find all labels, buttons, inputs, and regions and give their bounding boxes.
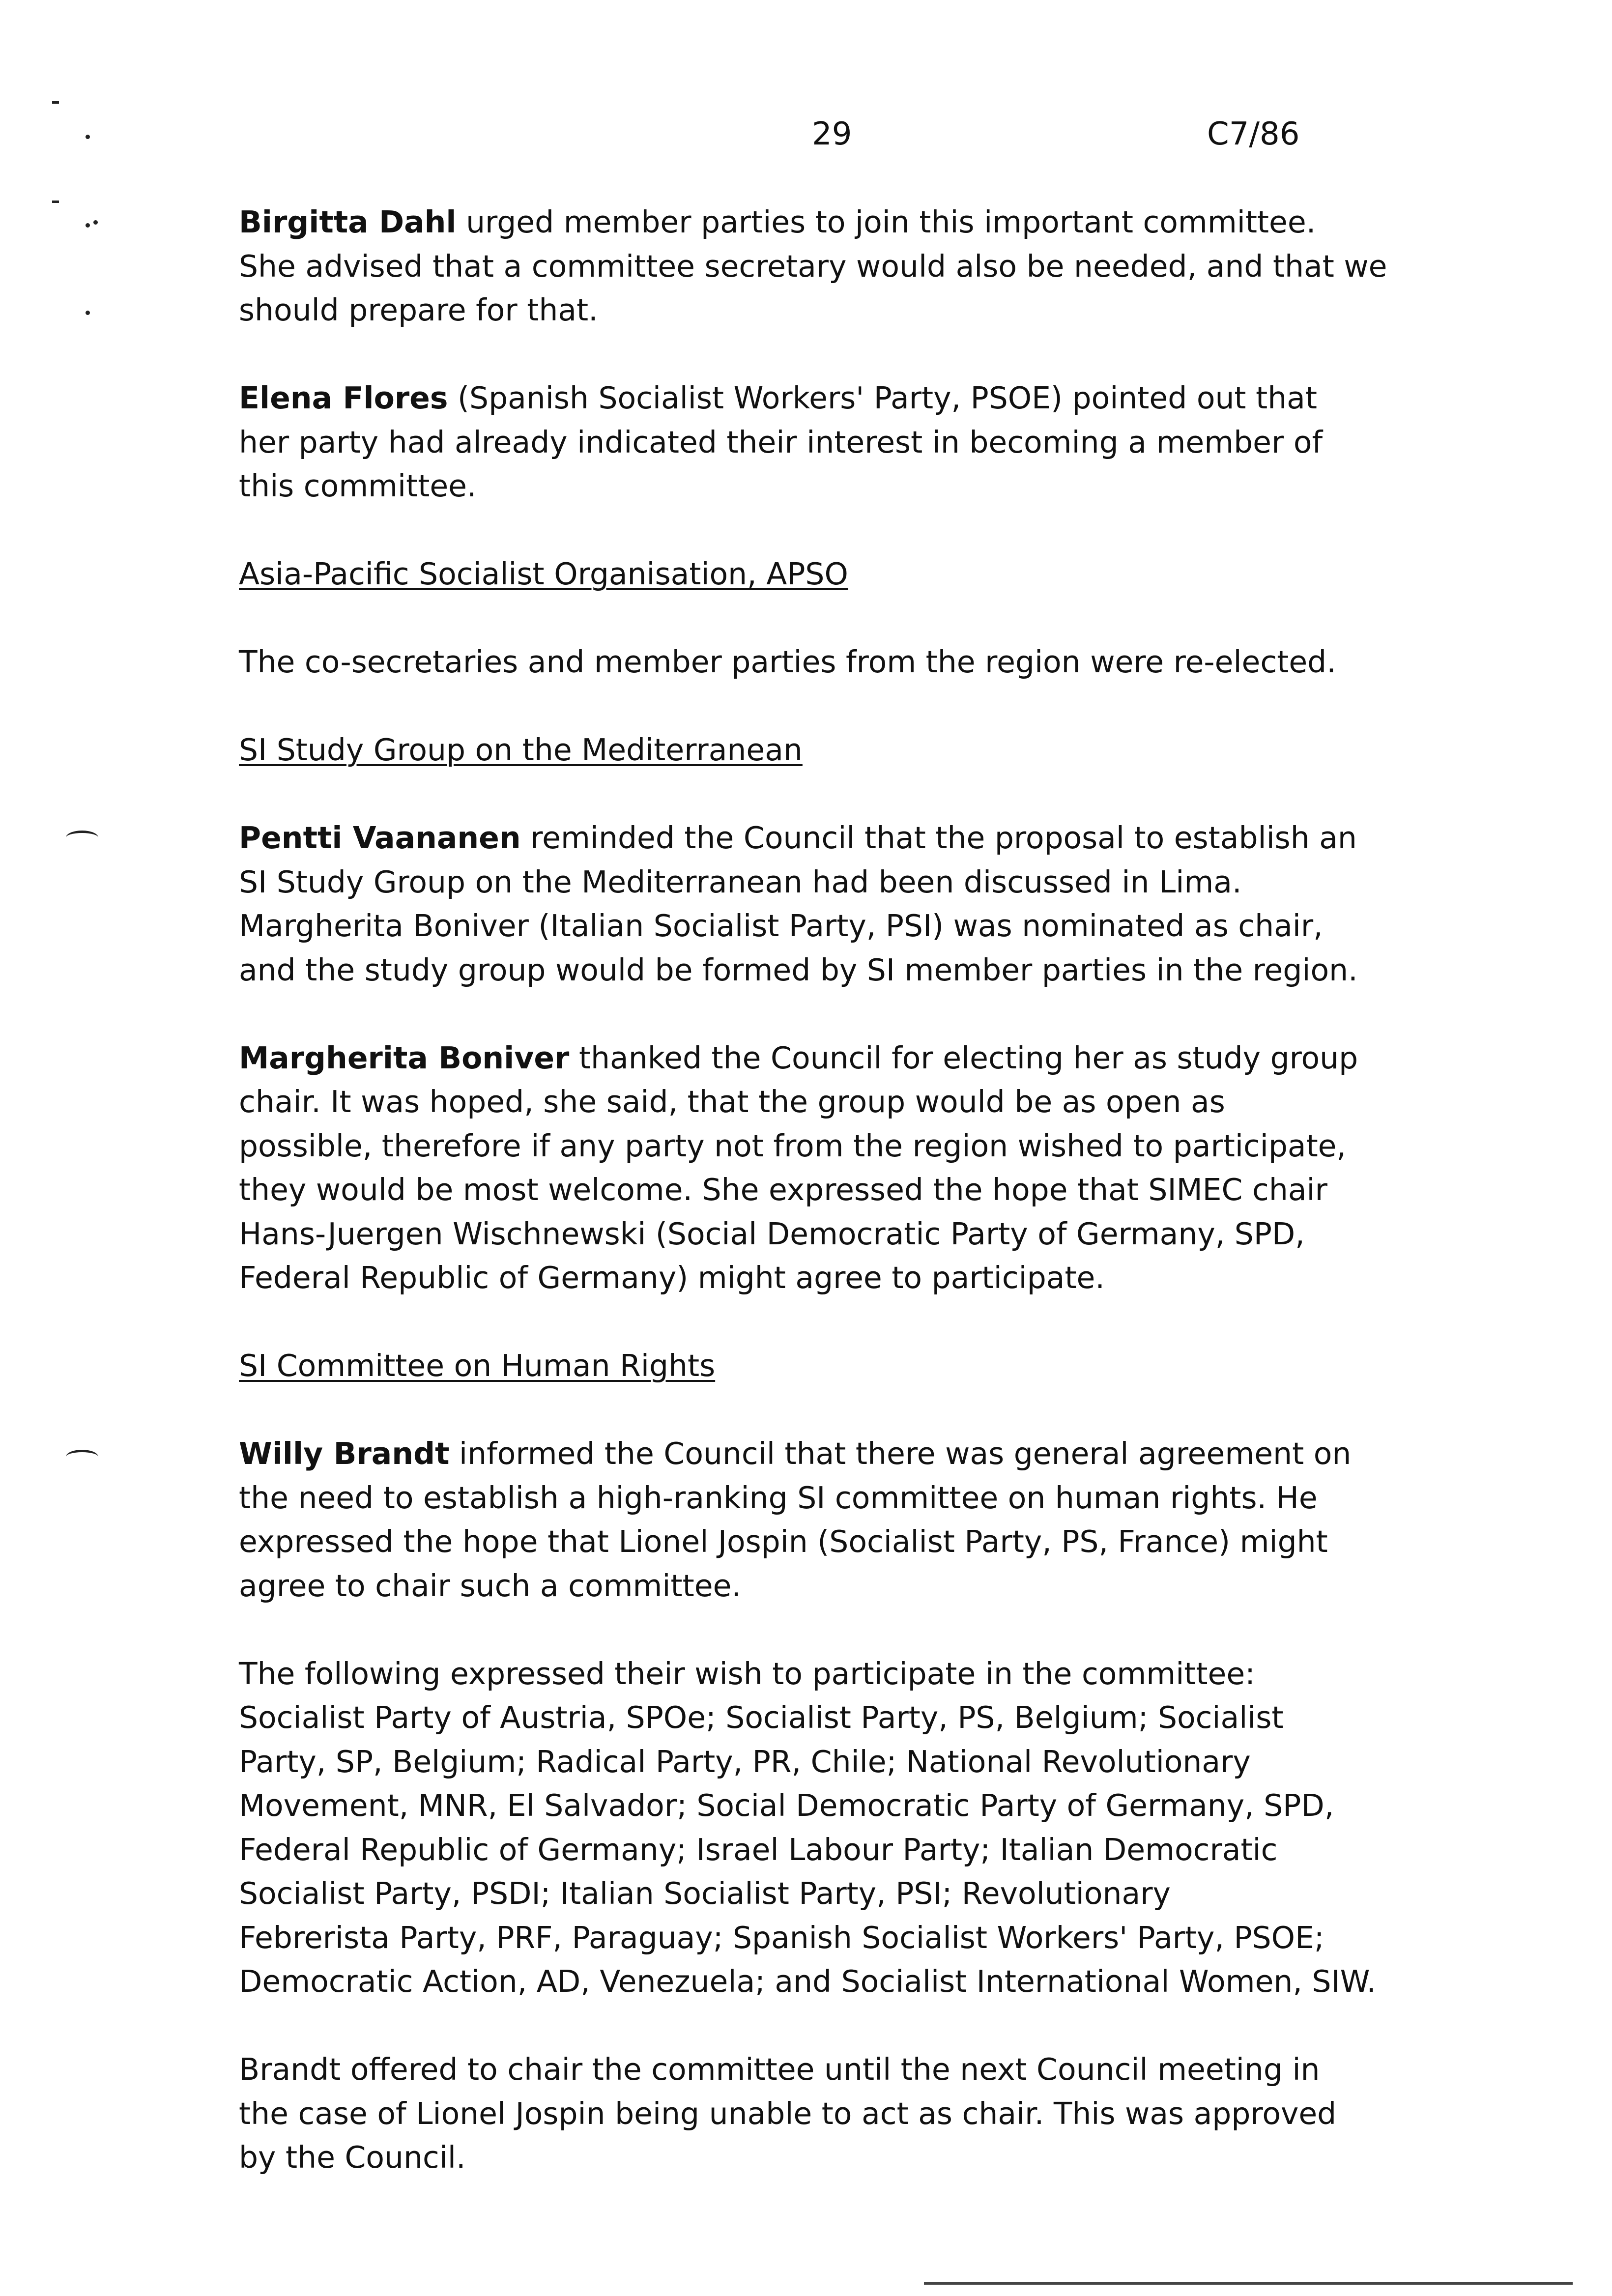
speaker-name: Margherita Boniver — [239, 1040, 570, 1076]
text-line: they would be most welcome. She expressed the hope that SIMEC chair — [239, 1172, 1327, 1207]
text-line: by the Council. — [239, 2140, 466, 2175]
text-line: She advised that a committee secretary would also be needed, and that we — [239, 248, 1387, 284]
margin-mark — [52, 201, 59, 203]
line-text: reminded the Council that the proposal to establish an — [520, 820, 1357, 856]
text-line: Febrerista Party, PRF, Paraguay; Spanish Socialist Workers' Party, PSOE; — [239, 1920, 1324, 1955]
speaker-name: Elena Flores — [239, 380, 448, 416]
speaker-name: Pentti Vaananen — [239, 820, 521, 856]
text-line: chair. It was hoped, she said, that the group would be as open as — [239, 1084, 1225, 1119]
paragraph-brandt-offer — [239, 2048, 1438, 2180]
line-text: informed the Council that there was general agreement on — [449, 1436, 1352, 1471]
page-header — [0, 112, 1612, 156]
text-line: Democratic Action, AD, Venezuela; and Socialist International Women, SIW. — [239, 1964, 1376, 1999]
text-line: Movement, MNR, El Salvador; Social Democratic Party of Germany, SPD, — [239, 1788, 1334, 1823]
section-heading-mediterranean: SI Study Group on the Mediterranean — [239, 732, 803, 768]
margin-mark — [93, 220, 98, 225]
document-body — [239, 201, 1438, 2224]
margin-mark — [86, 223, 90, 228]
text-line: Margherita Boniver (Italian Socialist Party, PSI) was nominated as chair, — [239, 908, 1323, 944]
paragraph-participants — [239, 1652, 1438, 2004]
text-line: possible, therefore if any party not from the region wished to participate, — [239, 1128, 1347, 1164]
text-line: her party had already indicated their interest in becoming a member of — [239, 424, 1323, 460]
text-line — [239, 1432, 1438, 1476]
text-line: Party, SP, Belgium; Radical Party, PR, Chile; National Revolutionary — [239, 1744, 1251, 1779]
text-line: Brandt offered to chair the committee until the next Council meeting in — [239, 2052, 1320, 2087]
line-text: urged member parties to join this important committee. — [456, 204, 1316, 240]
paragraph-flores — [239, 376, 1438, 509]
bottom-edge-line — [924, 2282, 1573, 2285]
text-line — [239, 1036, 1438, 1081]
text-line: Federal Republic of Germany) might agree to participate. — [239, 1260, 1105, 1295]
margin-mark — [86, 311, 90, 315]
text-line: and the study group would be formed by SI member parties in the region. — [239, 952, 1358, 988]
text-line: SI Study Group on the Mediterranean had been discussed in Lima. — [239, 864, 1242, 900]
page-number: 29 — [812, 116, 852, 152]
text-line: The following expressed their wish to participate in the committee: — [239, 1656, 1255, 1692]
text-line — [239, 376, 1438, 421]
section-heading-human-rights: SI Committee on Human Rights — [239, 1348, 716, 1383]
text-line: Hans-Juergen Wischnewski (Social Democratic Party of Germany, SPD, — [239, 1216, 1305, 1252]
margin-punch-arc — [66, 831, 98, 845]
text-line: The co-secretaries and member parties from the region were re-elected. — [239, 644, 1336, 680]
margin-punch-arc — [66, 1450, 98, 1464]
text-line: expressed the hope that Lionel Jospin (Socialist Party, PS, France) might — [239, 1524, 1328, 1559]
line-text: thanked the Council for electing her as study group — [569, 1040, 1358, 1076]
text-line: Federal Republic of Germany; Israel Labour Party; Italian Democratic — [239, 1832, 1278, 1867]
paragraph-dahl — [239, 201, 1438, 333]
line-text: (Spanish Socialist Workers' Party, PSOE) pointed out that — [448, 380, 1317, 416]
text-line: this committee. — [239, 468, 477, 504]
paragraph-vaananen — [239, 816, 1438, 992]
text-line: Socialist Party, PSDI; Italian Socialist Party, PSI; Revolutionary — [239, 1876, 1171, 1911]
speaker-name: Birgitta Dahl — [239, 204, 457, 240]
text-line: the need to establish a high-ranking SI committee on human rights. He — [239, 1480, 1318, 1516]
speaker-name: Willy Brandt — [239, 1436, 450, 1471]
paragraph-boniver — [239, 1036, 1438, 1300]
paragraph-apso — [239, 640, 1438, 685]
text-line — [239, 201, 1438, 245]
text-line: the case of Lionel Jospin being unable to act as chair. This was approved — [239, 2095, 1337, 2131]
section-heading-apso: Asia-Pacific Socialist Organisation, APSO — [239, 556, 848, 592]
text-line — [239, 816, 1438, 861]
paragraph-brandt — [239, 1432, 1438, 1608]
text-line: should prepare for that. — [239, 292, 598, 328]
text-line: agree to chair such a committee. — [239, 1568, 741, 1604]
document-reference: C7/86 — [1207, 116, 1300, 152]
margin-mark — [52, 101, 59, 104]
text-line: Socialist Party of Austria, SPOe; Socialist Party, PS, Belgium; Socialist — [239, 1700, 1284, 1735]
